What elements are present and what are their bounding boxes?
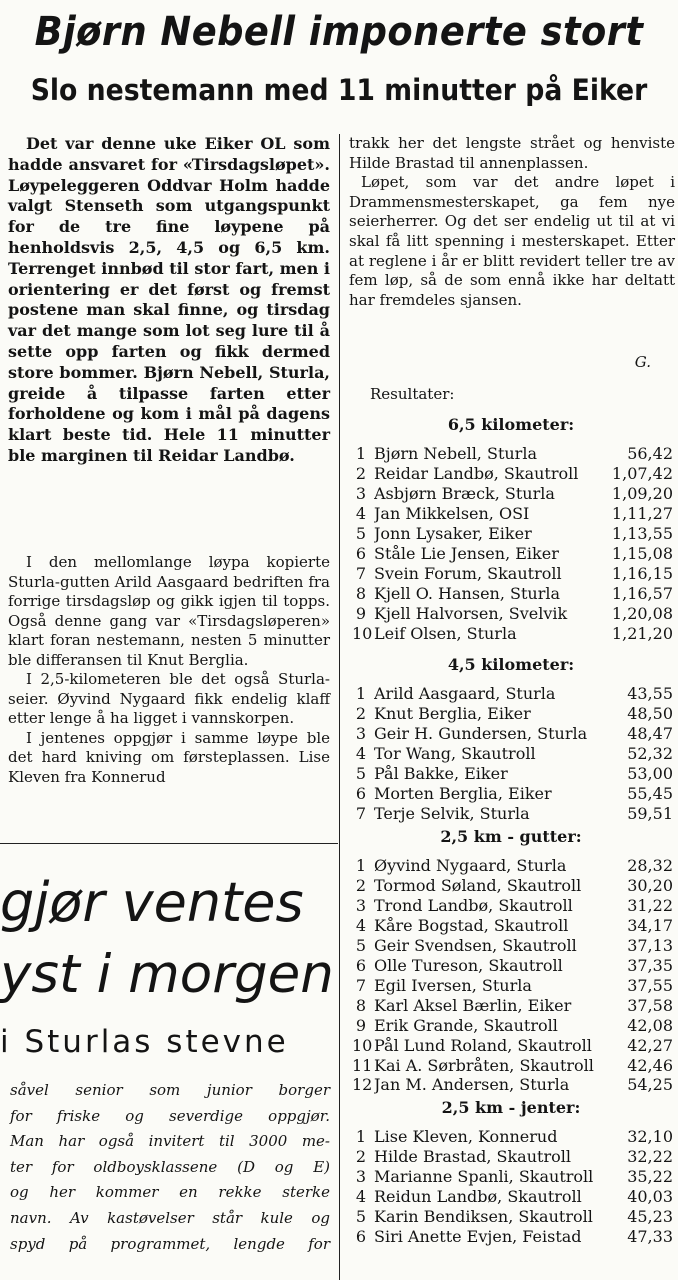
result-num: 3 xyxy=(355,895,366,915)
result-time: 42,08 xyxy=(627,1015,673,1035)
result-time: 37,13 xyxy=(627,935,673,955)
result-num: 10 xyxy=(352,1035,373,1055)
result-row xyxy=(352,996,673,1016)
result-num: 3 xyxy=(355,483,366,503)
result-row xyxy=(352,976,673,996)
result-name: Egil Iversen, Sturla xyxy=(374,975,532,995)
result-row xyxy=(352,1207,673,1227)
result-row xyxy=(352,624,673,644)
result-num: 2 xyxy=(355,875,366,895)
result-name: Morten Berglia, Eiker xyxy=(374,783,552,803)
result-num: 1 xyxy=(355,1127,366,1146)
result-num: 5 xyxy=(355,1206,366,1226)
result-time: 45,23 xyxy=(627,1206,673,1226)
result-name: Marianne Spanli, Skautroll xyxy=(374,1166,594,1186)
body-paragraph: I den mellomlange løypa kopierte Sturla-gutten Arild Aasgaard bedriften fra forrige tirsdagsløp og gikk igjen til topps. Også denne gang var «Tirsdagsløperen» klart foran nestemann, nesten 5 minutter ble differansen til Knut Berglia. xyxy=(8,553,330,669)
result-time: 37,55 xyxy=(627,975,673,995)
result-row xyxy=(352,804,673,824)
result-row xyxy=(352,764,673,784)
body-line: såvel senior som junior borger xyxy=(10,1081,330,1099)
second-headline-line1: gjør ventes xyxy=(0,871,304,934)
result-name: Tormod Søland, Skautroll xyxy=(374,875,582,895)
result-time: 48,50 xyxy=(627,703,673,723)
results-section-heading: 2,5 km - gutter: xyxy=(440,827,582,846)
results-section-heading: 4,5 kilometer: xyxy=(447,655,575,674)
result-name: Karl Aksel Bærlin, Eiker xyxy=(374,995,572,1015)
result-num: 2 xyxy=(355,463,366,483)
result-time: 1,21,20 xyxy=(611,623,673,643)
result-name: Bjørn Nebell, Sturla xyxy=(374,444,537,463)
result-time: 28,32 xyxy=(627,856,673,875)
body-line: Man har også invitert til 3000 me- xyxy=(10,1132,330,1151)
result-num: 10 xyxy=(352,623,373,643)
result-row xyxy=(352,1127,673,1147)
result-num: 8 xyxy=(355,995,366,1015)
body-line: for friske og severdige oppgjør. xyxy=(10,1106,330,1125)
body-paragraph: Løpet, som var det andre løpet i Drammensmesterskapet, ga fem nye seierherrer. Og det ser endelig ut til at vi skal få litt spenning i mesterskapet. Etter at reglene i år er blitt revidert teller tre av fem løp, så de som ennå ikke har deltatt har fremdeles sjansen. xyxy=(349,173,675,309)
result-row xyxy=(352,876,673,896)
result-time: 1,15,08 xyxy=(611,543,673,563)
result-row xyxy=(352,1036,673,1056)
result-num: 6 xyxy=(355,1226,366,1246)
result-num: 2 xyxy=(355,703,366,723)
result-row xyxy=(352,896,673,916)
result-num: 5 xyxy=(355,763,366,783)
result-num: 4 xyxy=(355,1186,366,1206)
result-row xyxy=(352,704,673,724)
result-num: 11 xyxy=(352,1055,373,1075)
results-section-heading: 6,5 kilometer: xyxy=(447,415,575,434)
result-time: 53,00 xyxy=(627,763,673,783)
result-time: 40,03 xyxy=(627,1186,673,1206)
results-label: Resultater: xyxy=(370,385,455,403)
result-num: 8 xyxy=(355,583,366,603)
subheadline: Slo nestemann med 11 minutter på Eiker xyxy=(30,73,648,107)
result-row xyxy=(352,484,673,504)
right-column-body xyxy=(349,134,675,310)
result-num: 9 xyxy=(355,1015,366,1035)
result-row xyxy=(352,1016,673,1036)
result-time: 59,51 xyxy=(627,803,673,823)
result-time: 1,09,20 xyxy=(611,483,673,503)
result-time: 34,17 xyxy=(627,915,673,935)
result-name: Knut Berglia, Eiker xyxy=(374,703,531,723)
body-line: spyd på programmet, lengde for xyxy=(10,1234,330,1253)
result-name: Øyvind Nygaard, Sturla xyxy=(374,856,567,875)
result-name: Tor Wang, Skautroll xyxy=(374,743,536,763)
result-time: 1,11,27 xyxy=(611,503,673,523)
result-time: 43,55 xyxy=(627,684,673,703)
left-column-body xyxy=(8,553,330,787)
article-divider xyxy=(0,843,338,844)
result-num: 2 xyxy=(355,1146,366,1166)
result-time: 31,22 xyxy=(627,895,673,915)
result-name: Geir Svendsen, Skautroll xyxy=(374,935,577,955)
body-line: og her kommer en rekke sterke xyxy=(10,1183,330,1202)
second-headline-line2: yst i morgen xyxy=(0,944,334,1005)
result-num: 7 xyxy=(355,975,366,995)
result-time: 1,13,55 xyxy=(611,523,673,543)
result-time: 48,47 xyxy=(627,723,673,743)
body-line: navn. Av kastøvelser står kule og xyxy=(10,1208,330,1227)
result-row xyxy=(352,444,673,464)
result-num: 4 xyxy=(355,743,366,763)
result-row xyxy=(352,544,673,564)
result-row xyxy=(352,784,673,804)
result-name: Jan Mikkelsen, OSI xyxy=(374,503,530,523)
result-row xyxy=(352,856,673,876)
result-name: Jan M. Andersen, Sturla xyxy=(374,1075,570,1095)
body-paragraph: I jentenes oppgjør i samme løype ble det hard kniving om førsteplassen. Lise Kleven fra Konnerud xyxy=(8,728,330,786)
result-row xyxy=(352,744,673,764)
headline: Bjørn Nebell imponerte stort xyxy=(34,9,644,55)
result-row xyxy=(352,1147,673,1167)
result-row xyxy=(352,504,673,524)
intro-text: Det var denne uke Eiker OL som hadde ansvaret for «Tirsdagsløpet». Løypeleggeren Oddvar Holm hadde valgt Stenseth som utgangspunkt for de tre fine løypene på henholdsvis 2,5, 4,5 og 6,5 km. Terrenget innbød til stor fart, men i orientering er det først og fremst postene man skal finne, og tirsdag var det mange som lot seg lure til å sette opp farten og fikk dermed store bommer. Bjørn Nebell, Sturla, greide å tilpasse farten etter forholdene og kom i mål på dagens klart beste tid. Hele 11 minutter ble marginen til Reidar Landbø. xyxy=(8,134,330,465)
result-name: Svein Forum, Skautroll xyxy=(374,563,562,583)
result-row xyxy=(352,1075,673,1095)
result-row xyxy=(352,936,673,956)
result-time: 37,58 xyxy=(627,995,673,1015)
result-name: Hilde Brastad, Skautroll xyxy=(374,1146,571,1166)
results-section-heading: 2,5 km - jenter: xyxy=(441,1098,581,1117)
result-name: Pål Lund Roland, Skautroll xyxy=(374,1035,592,1055)
result-row xyxy=(352,464,673,484)
result-num: 9 xyxy=(355,603,366,623)
result-name: Kai A. Sørbråten, Skautroll xyxy=(374,1055,594,1075)
result-row xyxy=(352,1227,673,1247)
result-num: 3 xyxy=(355,723,366,743)
result-time: 54,25 xyxy=(627,1075,673,1095)
result-num: 5 xyxy=(355,523,366,543)
result-row xyxy=(352,1167,673,1187)
result-name: Leif Olsen, Sturla xyxy=(374,623,517,643)
second-headline-line3: i Sturlas stevne xyxy=(0,1024,289,1060)
intro-paragraph xyxy=(8,134,330,467)
body-paragraph: trakk her det lengste strået og henviste Hilde Brastad til annenplassen. xyxy=(349,134,675,172)
result-name: Terje Selvik, Sturla xyxy=(374,803,530,823)
result-row xyxy=(352,1056,673,1076)
result-row xyxy=(352,524,673,544)
result-time: 47,33 xyxy=(627,1226,673,1246)
result-time: 55,45 xyxy=(627,783,673,803)
result-time: 37,35 xyxy=(627,955,673,975)
result-name: Trond Landbø, Skautroll xyxy=(374,895,573,915)
result-row xyxy=(352,564,673,584)
result-num: 6 xyxy=(355,783,366,803)
result-name: Geir H. Gundersen, Sturla xyxy=(374,723,588,743)
result-time: 56,42 xyxy=(627,444,673,463)
result-name: Kjell Halvorsen, Svelvik xyxy=(374,603,568,623)
result-num: 7 xyxy=(355,803,366,823)
result-name: Reidar Landbø, Skautroll xyxy=(374,463,579,483)
result-name: Lise Kleven, Konnerud xyxy=(374,1127,558,1146)
result-row xyxy=(352,584,673,604)
result-num: 6 xyxy=(355,543,366,563)
result-name: Pål Bakke, Eiker xyxy=(374,763,508,783)
result-time: 32,10 xyxy=(627,1127,673,1146)
result-name: Jonn Lysaker, Eiker xyxy=(374,523,532,543)
result-name: Ståle Lie Jensen, Eiker xyxy=(374,543,559,563)
result-time: 42,46 xyxy=(627,1055,673,1075)
body-line: ter for oldboysklassene (D og E) xyxy=(10,1157,330,1176)
result-num: 1 xyxy=(355,684,366,703)
result-row xyxy=(352,1187,673,1207)
result-row xyxy=(352,604,673,624)
body-paragraph: I 2,5-kilometeren ble det også Sturla-seier. Øyvind Nygaard fikk endelig klaff etter lenge å ha ligget i vannskorpen. xyxy=(8,670,330,727)
result-num: 4 xyxy=(355,503,366,523)
result-name: Siri Anette Evjen, Feistad xyxy=(374,1226,582,1246)
column-divider xyxy=(339,134,340,1280)
result-name: Erik Grande, Skautroll xyxy=(374,1015,558,1035)
result-num: 7 xyxy=(355,563,366,583)
result-time: 30,20 xyxy=(627,875,673,895)
result-num: 6 xyxy=(355,955,366,975)
result-name: Asbjørn Bræck, Sturla xyxy=(374,483,555,503)
result-time: 1,16,15 xyxy=(611,563,673,583)
result-num: 1 xyxy=(355,856,366,875)
author-signature: G. xyxy=(634,353,651,371)
result-name: Kåre Bogstad, Skautroll xyxy=(374,915,569,935)
result-row xyxy=(352,916,673,936)
result-name: Reidun Landbø, Skautroll xyxy=(374,1186,582,1206)
result-row xyxy=(352,724,673,744)
result-row xyxy=(352,956,673,976)
result-name: Karin Bendiksen, Skautroll xyxy=(374,1206,593,1226)
result-time: 1,16,57 xyxy=(611,583,673,603)
result-time: 32,22 xyxy=(627,1146,673,1166)
result-name: Kjell O. Hansen, Sturla xyxy=(374,583,561,603)
result-num: 5 xyxy=(355,935,366,955)
result-row xyxy=(352,684,673,704)
second-article-body xyxy=(10,1078,330,1257)
result-num: 12 xyxy=(352,1075,373,1095)
result-time: 52,32 xyxy=(627,743,673,763)
result-name: Olle Tureson, Skautroll xyxy=(374,955,563,975)
result-num: 3 xyxy=(355,1166,366,1186)
result-num: 1 xyxy=(355,444,366,463)
result-time: 1,20,08 xyxy=(611,603,673,623)
result-time: 35,22 xyxy=(627,1166,673,1186)
result-time: 1,07,42 xyxy=(611,463,673,483)
result-time: 42,27 xyxy=(627,1035,673,1055)
result-num: 4 xyxy=(355,915,366,935)
result-name: Arild Aasgaard, Sturla xyxy=(374,684,556,703)
